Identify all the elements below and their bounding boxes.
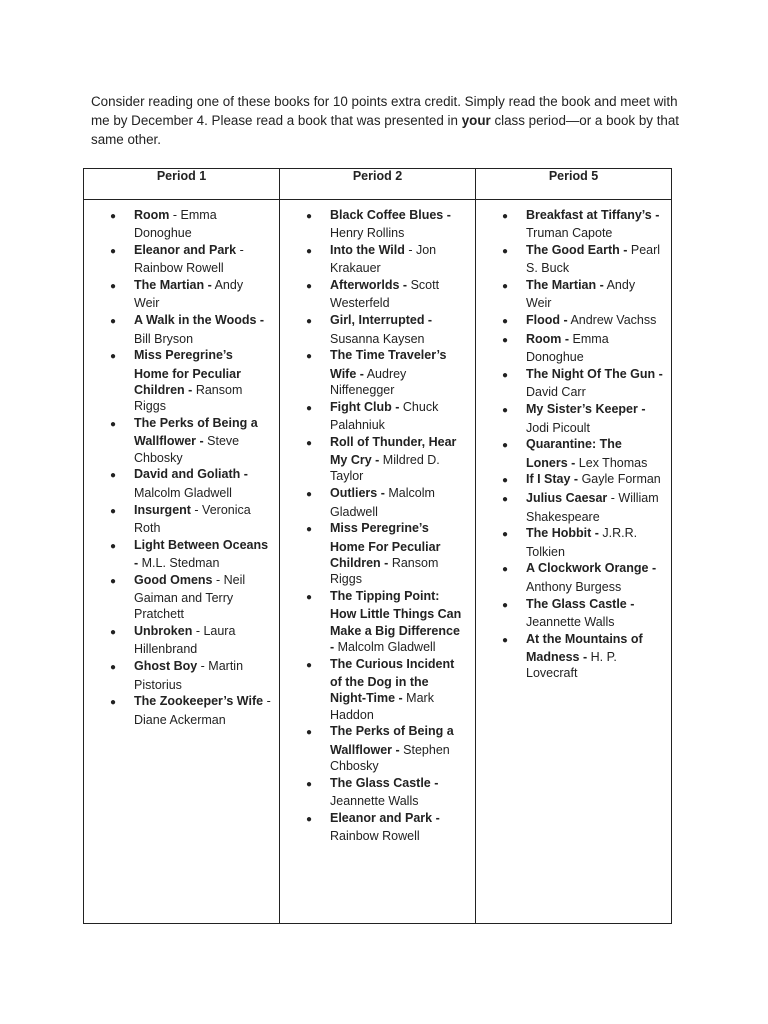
book-author: J.R.R. Tolkien [526, 526, 638, 559]
book-author: Audrey Niffenegger [330, 366, 407, 397]
book-author: Susanna Kaysen [330, 331, 425, 346]
book-author: Jeannette Walls [330, 794, 419, 809]
book-author: - Martin Pistorius [134, 659, 244, 692]
book-item [305, 810, 467, 845]
bullet-icon: ● [109, 575, 117, 587]
book-title: Insurgent [134, 502, 191, 517]
bullet-icon: ● [305, 489, 313, 501]
bullet-icon: ● [305, 402, 313, 414]
book-author: Stephen Chbosky [330, 742, 450, 773]
book-title: The Curious Incident of the Dog in the Night-Time - [330, 656, 455, 706]
book-author: Jeannette Walls [526, 614, 615, 629]
book-title: The Night Of The Gun - [526, 367, 663, 382]
book-title: Ghost Boy [134, 659, 198, 674]
bullet-icon: ● [501, 440, 509, 452]
book-title: A Clockwork Orange - [526, 561, 657, 576]
bullet-icon: ● [501, 634, 509, 646]
bullet-icon: ● [501, 335, 509, 347]
book-item [501, 596, 663, 631]
book-item [501, 436, 663, 471]
book-title: Unbroken [134, 624, 193, 639]
book-author: Pearl S. Buck [526, 243, 661, 276]
book-author: - Diane Ackerman [134, 694, 271, 727]
bullet-icon: ● [305, 727, 313, 739]
book-item [109, 537, 271, 572]
book-item [305, 520, 467, 587]
book-title: If I Stay - [526, 472, 579, 487]
book-title: Quarantine: The Loners - [526, 437, 622, 470]
bullet-icon: ● [305, 659, 313, 671]
book-author: - Rainbow Rowell [134, 243, 244, 276]
book-item [501, 242, 663, 277]
book-title: Room - [526, 332, 570, 347]
book-author: Emma Donoghue [526, 332, 609, 365]
book-title: A Walk in the Woods - [134, 313, 265, 328]
bullet-icon: ● [501, 211, 509, 222]
column-header-period-5: Period 5 [476, 169, 672, 200]
bullet-icon: ● [109, 540, 117, 552]
book-author: Ransom Riggs [330, 555, 439, 587]
bullet-icon: ● [109, 246, 117, 258]
book-title: The Time Traveler’s Wife - [330, 348, 447, 381]
book-item [109, 242, 271, 277]
book-author: Scott Westerfeld [330, 278, 440, 311]
book-item [501, 560, 663, 595]
book-title: At the Mountains of Madness - [526, 631, 643, 664]
period-1-cell [84, 200, 280, 924]
book-title: The Good Earth - [526, 243, 628, 258]
book-title: Light Between Oceans - [134, 537, 269, 570]
book-item [305, 242, 467, 277]
book-title: The Martian - [134, 278, 212, 293]
book-item [305, 434, 467, 485]
bullet-icon: ● [501, 281, 509, 293]
book-item [305, 207, 467, 242]
book-author: M.L. Stedman [138, 555, 220, 570]
books-row [84, 200, 672, 924]
book-title: Fight Club - [330, 399, 400, 414]
bullet-icon: ● [501, 370, 509, 382]
book-title: Girl, Interrupted - [330, 313, 433, 328]
bullet-icon: ● [501, 405, 509, 417]
book-author: - Veronica Roth [134, 502, 251, 535]
book-title: The Glass Castle - [330, 775, 439, 790]
book-author: - William Shakespeare [526, 491, 659, 524]
book-title: The Perks of Being a Wallflower - [330, 724, 454, 757]
bullet-icon: ● [305, 246, 313, 258]
column-header-period-2: Period 2 [280, 169, 476, 200]
book-title: The Zookeeper’s Wife [134, 694, 264, 709]
period-5-cell [476, 200, 672, 924]
bullet-icon: ● [305, 778, 313, 790]
book-author: Andrew Vachss [567, 313, 657, 328]
book-title: The Glass Castle - [526, 596, 635, 611]
book-item [305, 277, 467, 312]
book-item [109, 466, 271, 501]
book-author: Mildred D. Taylor [330, 453, 440, 484]
column-header-period-1: Period 1 [84, 169, 280, 200]
book-item [501, 525, 663, 560]
period-5-book-list [501, 207, 663, 682]
book-item [109, 693, 271, 728]
book-author: Anthony Burgess [526, 579, 622, 594]
book-author: Bill Bryson [134, 331, 194, 346]
book-author: David Carr [526, 385, 586, 400]
book-author: Jodi Picoult [526, 420, 590, 435]
book-item [501, 331, 663, 366]
bullet-icon: ● [305, 592, 313, 604]
book-author: Rainbow Rowell [330, 829, 420, 844]
book-item [109, 312, 271, 347]
book-item [109, 502, 271, 537]
book-author: Gayle Forman [578, 472, 661, 487]
book-author: Chuck Palahniuk [330, 399, 439, 433]
book-title: Breakfast at Tiffany’s - [526, 208, 660, 222]
bullet-icon: ● [501, 494, 509, 506]
book-author: - Jon Krakauer [330, 243, 437, 276]
book-author: Mark Haddon [330, 691, 434, 722]
book-item [305, 775, 467, 810]
bullet-icon: ● [501, 529, 509, 541]
book-item [501, 207, 663, 242]
bullet-icon: ● [109, 697, 117, 709]
bullet-icon: ● [305, 437, 313, 449]
book-author: Andy Weir [134, 278, 244, 311]
bullet-icon: ● [501, 564, 509, 576]
book-item [501, 401, 663, 436]
book-item [501, 631, 663, 682]
book-item [501, 312, 663, 330]
bullet-icon: ● [305, 524, 313, 536]
book-author: Henry Rollins [330, 226, 405, 241]
book-title: Julius Caesar [526, 491, 608, 506]
book-item [305, 399, 467, 434]
book-item [109, 658, 271, 693]
book-author: Lex Thomas [575, 455, 648, 470]
bullet-icon: ● [109, 281, 117, 293]
bullet-icon: ● [109, 211, 117, 222]
book-title: Miss Peregrine’s Home For Peculiar Children - [330, 521, 441, 570]
intro-paragraph [91, 92, 681, 149]
intro-text-end: class period—or a book by that same other. [91, 113, 680, 147]
bullet-icon: ● [501, 246, 509, 258]
book-author: Malcolm Gladwell [134, 485, 232, 500]
bullet-icon: ● [109, 662, 117, 674]
book-title: Flood - [526, 313, 568, 328]
book-author: - Emma Donoghue [134, 208, 217, 241]
book-item [305, 588, 467, 655]
book-item [109, 277, 271, 312]
book-title: The Perks of Being a Wallflower - [134, 416, 258, 449]
period-2-book-list [305, 207, 467, 844]
bullet-icon: ● [109, 316, 117, 328]
bullet-icon: ● [501, 599, 509, 611]
book-item [109, 347, 271, 414]
bullet-icon: ● [109, 351, 117, 363]
book-author: Malcolm Gladwell [334, 639, 436, 654]
book-author: Truman Capote [526, 226, 613, 241]
book-title: Afterworlds - [330, 278, 408, 293]
book-title: Roll of Thunder, Hear My Cry - [330, 434, 457, 468]
bullet-icon: ● [305, 211, 313, 222]
book-author: - Neil Gaiman and Terry Pratchett [134, 572, 246, 622]
book-title: Eleanor and Park - [330, 810, 440, 825]
book-author: Andy Weir [526, 278, 636, 311]
book-title: Eleanor and Park [134, 243, 237, 258]
book-item [305, 485, 467, 520]
book-title: Room [134, 208, 170, 222]
book-author: H. P. Lovecraft [526, 649, 617, 681]
book-item [109, 623, 271, 658]
book-author: Ransom Riggs [134, 382, 243, 414]
bullet-icon: ● [305, 351, 313, 363]
bullet-icon: ● [501, 316, 509, 328]
bullet-icon: ● [109, 505, 117, 517]
bullet-icon: ● [109, 627, 117, 639]
book-title: Miss Peregrine’s Home for Peculiar Children - [134, 348, 241, 397]
intro-emphasis: your [461, 113, 491, 128]
book-author: Steve Chbosky [134, 434, 240, 465]
book-item [305, 347, 467, 398]
book-item [109, 207, 271, 242]
book-title: David and Goliath - [134, 467, 248, 482]
bullet-icon: ● [501, 475, 509, 487]
bullet-icon: ● [305, 813, 313, 825]
book-item [501, 490, 663, 525]
book-item [305, 312, 467, 347]
intro-text: Consider reading one of these books for 10 points extra credit. Simply read the book and meet with me by December 4. Please read a book that was presented in [91, 94, 678, 128]
book-title: The Hobbit - [526, 526, 599, 541]
book-item [501, 471, 663, 489]
header-row [84, 169, 672, 200]
book-author: Malcolm Gladwell [330, 486, 435, 519]
bullet-icon: ● [109, 470, 117, 482]
book-table [83, 168, 672, 924]
bullet-icon: ● [305, 316, 313, 328]
book-item [109, 415, 271, 466]
book-title: Black Coffee Blues - [330, 208, 451, 222]
period-2-cell [280, 200, 476, 924]
period-1-book-list [109, 207, 271, 728]
book-item [109, 572, 271, 623]
book-item [305, 656, 467, 723]
book-item [501, 366, 663, 401]
book-title: Into the Wild [330, 243, 405, 258]
book-title: The Martian - [526, 278, 604, 293]
book-title: Good Omens [134, 572, 213, 587]
book-item [305, 723, 467, 774]
book-author: - Laura Hillenbrand [134, 624, 236, 657]
bullet-icon: ● [109, 419, 117, 431]
book-item [501, 277, 663, 312]
bullet-icon: ● [305, 281, 313, 293]
book-title: My Sister’s Keeper - [526, 402, 646, 417]
book-title: Outliers - [330, 486, 385, 501]
book-title: The Tipping Point: How Little Things Can Make a Big Difference - [330, 589, 462, 654]
